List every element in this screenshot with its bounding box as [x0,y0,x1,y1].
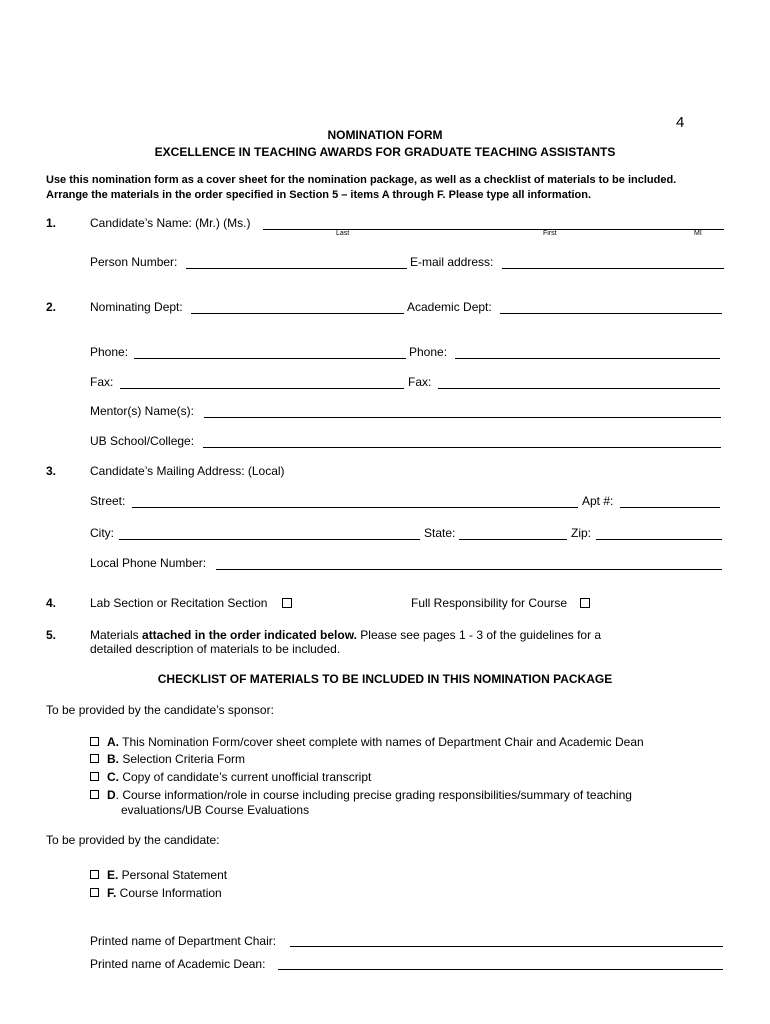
middle-initial-caption: MI [694,230,702,237]
person-number-label: Person Number: [90,255,178,269]
academic-dean-label: Printed name of Academic Dean: [90,957,266,971]
form-subtitle: EXCELLENCE IN TEACHING AWARDS FOR GRADUATE TEACHING ASSISTANTS [154,145,616,159]
checklist-item-d-continued: evaluations/UB Course Evaluations [121,803,310,817]
street-field[interactable] [132,507,578,508]
dept-chair-field[interactable] [290,946,723,947]
phone-label-1: Phone: [90,345,129,359]
checkbox-icon [90,754,99,763]
zip-label: Zip: [571,526,592,540]
section-5-text: Materials attached in the order indicated below. Please see pages 1 - 3 of the guidelines for a [90,628,602,642]
local-phone-label: Local Phone Number: [90,556,207,570]
full-responsibility-label: Full Responsibility for Course [411,596,568,610]
mentors-field[interactable] [204,417,721,418]
academic-dept-field[interactable] [500,313,722,314]
local-phone-field[interactable] [216,569,722,570]
checklist-item-d[interactable]: D. Course information/role in course including precise grading responsibilities/summary of teaching [90,788,632,802]
page-number: 4 [676,114,685,131]
phone-field-1[interactable] [134,358,406,359]
academic-dean-field[interactable] [278,969,723,970]
ub-school-field[interactable] [203,447,721,448]
phone-field-2[interactable] [455,358,720,359]
checkbox-icon [90,870,99,879]
sponsor-intro: To be provided by the candidate’s sponsor: [46,703,274,717]
section-5-text-line2: detailed description of materials to be included. [90,642,341,656]
checkbox-icon [90,790,99,799]
fax-label-1: Fax: [90,375,114,389]
lab-section-label: Lab Section or Recitation Section [90,596,268,610]
city-field[interactable] [119,539,420,540]
apt-field[interactable] [620,507,720,508]
section-3-number: 3. [46,464,57,478]
zip-field[interactable] [596,539,722,540]
checklist-item-e[interactable]: E. Personal Statement [90,868,227,882]
candidate-name-field[interactable] [263,229,724,230]
city-label: City: [90,526,114,540]
state-label: State: [424,526,456,540]
candidate-name-label: Candidate’s Name: (Mr.) (Ms.) [90,216,251,230]
checkbox-icon [90,737,99,746]
section-5-number: 5. [46,628,57,642]
checkbox-icon [90,772,99,781]
section-2-number: 2. [46,300,57,314]
mentors-label: Mentor(s) Name(s): [90,404,195,418]
form-title: NOMINATION FORM [327,128,443,142]
nominating-dept-label: Nominating Dept: [90,300,183,314]
fax-field-2[interactable] [438,388,720,389]
person-number-field[interactable] [186,268,407,269]
email-label: E-mail address: [410,255,494,269]
intro-instructions: Use this nomination form as a cover sheet for the nomination package, as well as a checklist of materials to be included. Arrange the materials in the order specified in Section 5 – items A through F. Please type all information. [46,174,677,201]
lab-section-checkbox[interactable] [282,597,292,611]
street-label: Street: [90,494,126,508]
fax-field-1[interactable] [120,388,404,389]
fax-label-2: Fax: [408,375,432,389]
phone-label-2: Phone: [409,345,448,359]
checkbox-icon [90,888,99,897]
section-1-number: 1. [46,216,57,230]
checkbox-icon [580,598,590,608]
nominating-dept-field[interactable] [191,313,404,314]
checkbox-icon [282,598,292,608]
first-name-caption: First [543,230,557,237]
checklist-heading: CHECKLIST OF MATERIALS TO BE INCLUDED IN THIS NOMINATION PACKAGE [157,672,613,686]
dept-chair-label: Printed name of Department Chair: [90,934,277,948]
state-field[interactable] [459,539,567,540]
checklist-item-b[interactable]: B. Selection Criteria Form [90,752,245,766]
apt-label: Apt #: [582,494,614,508]
candidate-intro: To be provided by the candidate: [46,833,220,847]
full-responsibility-checkbox[interactable] [580,597,590,611]
email-field[interactable] [502,268,724,269]
checklist-item-c[interactable]: C. Copy of candidate’s current unofficial transcript [90,770,371,784]
section-4-number: 4. [46,596,57,610]
checklist-item-f[interactable]: F. Course Information [90,886,222,900]
ub-school-label: UB School/College: [90,434,195,448]
academic-dept-label: Academic Dept: [407,300,492,314]
last-name-caption: Last [336,230,350,237]
mailing-address-label: Candidate’s Mailing Address: (Local) [90,464,285,478]
checklist-item-a[interactable]: A. This Nomination Form/cover sheet complete with names of Department Chair and Academic Dean [90,735,644,749]
